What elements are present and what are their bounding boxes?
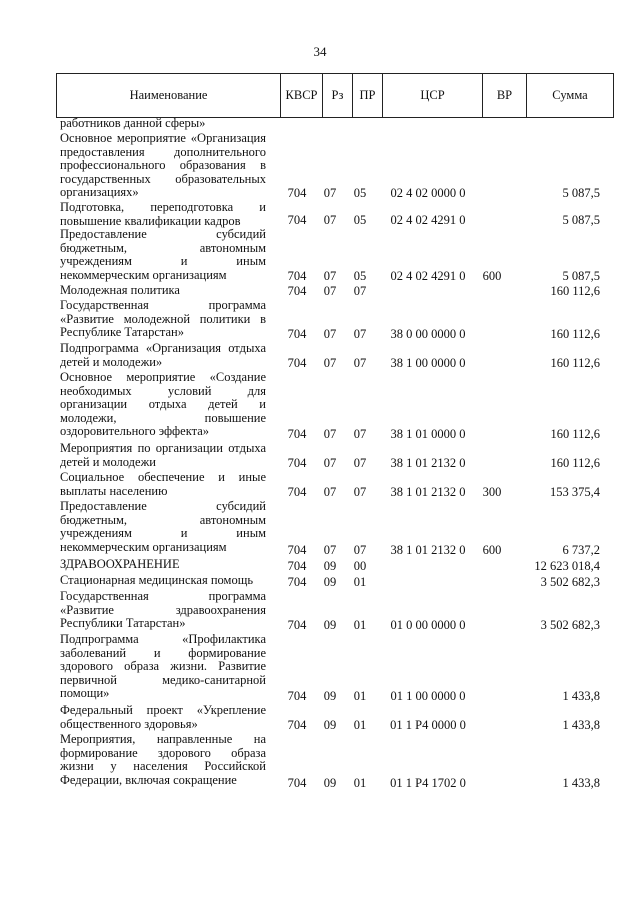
row-name: Предоставление субсидий бюджетным, автономным учреждениям и иным некоммерческим организациям [60, 499, 266, 554]
header-pr: ПР [353, 74, 383, 117]
row-csr: 38 1 01 2132 0 [390, 485, 466, 500]
row-name: Основное мероприятие «Организация предоставления дополнительного профессионального образования в государственных образовательных организациях» [60, 131, 266, 200]
row-pr: 07 [353, 485, 367, 500]
row-kvsr: 704 [287, 575, 307, 590]
row-csr: 38 0 00 0000 0 [390, 327, 466, 342]
table-row [0, 342, 640, 371]
row-name: Социальное обеспечение и иные выплаты населению [60, 470, 266, 498]
row-csr: 02 4 02 4291 0 [390, 269, 466, 284]
table-row [0, 558, 640, 574]
row-rz: 09 [323, 718, 337, 733]
row-rz: 07 [323, 427, 337, 442]
row-name: Подпрограмма «Профилактика заболеваний и формирование здорового образа жизни. Развитие первичной медико-санитарной помощи» [60, 632, 266, 701]
table-row [0, 284, 640, 299]
row-name: Подпрограмма «Организация отдыха детей и молодежи» [60, 341, 266, 369]
row-kvsr: 704 [287, 213, 307, 228]
row-name: Молодежная политика [60, 283, 180, 297]
row-name: Стационарная медицинская помощь [60, 573, 254, 587]
row-vr: 600 [482, 269, 502, 284]
table-row [0, 574, 640, 590]
row-kvsr: 704 [287, 327, 307, 342]
header-csr: ЦСР [383, 74, 483, 117]
row-csr: 01 1 P4 1702 0 [390, 776, 466, 791]
row-name: Подготовка, переподготовка и повышение квалификации кадров [60, 200, 266, 228]
row-name: Основное мероприятие «Создание необходимых условий для организации отдыха детей и молодежи, повышение оздоровительного эффекта» [60, 370, 266, 439]
row-sum: 160 112,6 [550, 327, 600, 342]
row-kvsr: 704 [287, 284, 307, 299]
row-name: Предоставление субсидий бюджетным, автономным учреждениям и иным некоммерческим организациям [60, 227, 266, 282]
table-row [0, 299, 640, 342]
row-rz: 07 [323, 186, 337, 201]
page-number: 34 [313, 44, 327, 59]
row-csr: 02 4 02 4291 0 [390, 213, 466, 228]
row-name: Федеральный проект «Укрепление общественного здоровья» [60, 703, 266, 731]
row-pr: 01 [353, 618, 367, 633]
row-kvsr: 704 [287, 559, 307, 574]
row-rz: 07 [323, 356, 337, 371]
row-sum: 6 737,2 [562, 543, 600, 558]
row-pr: 01 [353, 575, 367, 590]
row-rz: 07 [323, 213, 337, 228]
row-pr: 01 [353, 718, 367, 733]
row-kvsr: 704 [287, 689, 307, 704]
row-csr: 38 1 01 2132 0 [390, 456, 466, 471]
table-body [0, 117, 640, 791]
table-row [0, 633, 640, 704]
row-kvsr: 704 [287, 456, 307, 471]
row-pr: 01 [353, 689, 367, 704]
table-row [0, 704, 640, 733]
row-sum: 160 112,6 [550, 356, 600, 371]
row-csr: 38 1 01 0000 0 [390, 427, 466, 442]
row-name: Государственная программа «Развитие здравоохранения Республики Татарстан» [60, 589, 266, 631]
row-pr: 05 [353, 186, 367, 201]
row-csr: 01 1 P4 0000 0 [390, 718, 466, 733]
row-csr: 01 1 00 0000 0 [390, 689, 466, 704]
row-kvsr: 704 [287, 186, 307, 201]
table-row [0, 500, 640, 558]
row-kvsr: 704 [287, 269, 307, 284]
row-rz: 09 [323, 776, 337, 791]
row-csr: 38 1 01 2132 0 [390, 543, 466, 558]
row-name: Мероприятия, направленные на формирование здорового образа жизни у населения Российской Федерации, включая сокращение [60, 732, 266, 787]
header-name: Наименование [57, 74, 281, 117]
row-rz: 07 [323, 485, 337, 500]
header-kvsr: КВСР [281, 74, 323, 117]
row-pr: 07 [353, 456, 367, 471]
table-row [0, 132, 640, 201]
row-sum: 160 112,6 [550, 427, 600, 442]
table-row [0, 371, 640, 442]
row-name: Мероприятия по организации отдыха детей и молодежи [60, 441, 266, 469]
table-row [0, 117, 640, 132]
row-kvsr: 704 [287, 427, 307, 442]
row-kvsr: 704 [287, 356, 307, 371]
row-sum: 153 375,4 [550, 485, 600, 500]
row-pr: 07 [353, 543, 367, 558]
row-sum: 1 433,8 [562, 718, 600, 733]
row-vr: 600 [482, 543, 502, 558]
row-pr: 00 [353, 559, 367, 574]
row-pr: 05 [353, 213, 367, 228]
row-sum: 1 433,8 [562, 689, 600, 704]
row-pr: 07 [353, 427, 367, 442]
row-pr: 07 [353, 284, 367, 299]
row-kvsr: 704 [287, 618, 307, 633]
row-sum: 3 502 682,3 [540, 575, 600, 590]
row-rz: 07 [323, 543, 337, 558]
row-sum: 160 112,6 [550, 456, 600, 471]
row-sum: 3 502 682,3 [540, 618, 600, 633]
row-sum: 5 087,5 [562, 213, 600, 228]
row-name: Государственная программа «Развитие молодежной политики в Республике Татарстан» [60, 298, 266, 340]
table-row [0, 228, 640, 284]
row-pr: 01 [353, 776, 367, 791]
row-rz: 07 [323, 284, 337, 299]
row-rz: 09 [323, 689, 337, 704]
row-pr: 07 [353, 356, 367, 371]
row-rz: 07 [323, 269, 337, 284]
row-sum: 5 087,5 [562, 269, 600, 284]
table-row [0, 733, 640, 791]
row-kvsr: 704 [287, 776, 307, 791]
header-vr: ВР [483, 74, 527, 117]
row-name: ЗДРАВООХРАНЕНИЕ [60, 557, 180, 571]
table-header [56, 73, 614, 118]
row-sum: 5 087,5 [562, 186, 600, 201]
row-sum: 1 433,8 [562, 776, 600, 791]
row-rz: 07 [323, 327, 337, 342]
row-pr: 07 [353, 327, 367, 342]
row-kvsr: 704 [287, 543, 307, 558]
row-csr: 02 4 02 0000 0 [390, 186, 466, 201]
row-sum: 12 623 018,4 [534, 559, 600, 574]
row-pr: 05 [353, 269, 367, 284]
row-csr: 38 1 00 0000 0 [390, 356, 466, 371]
table-row [0, 471, 640, 500]
row-kvsr: 704 [287, 718, 307, 733]
row-rz: 09 [323, 575, 337, 590]
row-name: работников данной сферы» [60, 116, 206, 130]
table-row [0, 590, 640, 633]
row-sum: 160 112,6 [550, 284, 600, 299]
row-rz: 07 [323, 456, 337, 471]
row-csr: 01 0 00 0000 0 [390, 618, 466, 633]
row-kvsr: 704 [287, 485, 307, 500]
header-rz: Рз [323, 74, 353, 117]
table-row [0, 201, 640, 228]
row-vr: 300 [482, 485, 502, 500]
table-row [0, 442, 640, 471]
header-sum: Сумма [552, 88, 588, 102]
row-rz: 09 [323, 618, 337, 633]
row-rz: 09 [323, 559, 337, 574]
